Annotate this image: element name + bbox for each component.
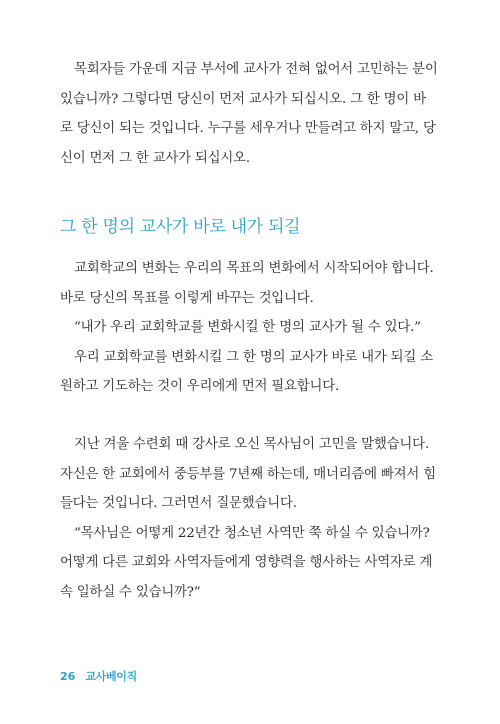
page-footer <box>60 668 137 684</box>
quote-line: “목사님은 어떻게 22년간 청소년 사역만 쭉 하실 수 있습니까? <box>74 525 430 541</box>
page-number: 26 <box>60 670 76 683</box>
paragraph-1 <box>60 55 440 173</box>
text-line: 원하고 기도하는 것이 우리에게 먼저 필요합니다. <box>60 379 340 394</box>
text-line: 우리 교회학교를 변화시킬 그 한 명의 교사가 바로 내가 되길 소 <box>74 349 433 365</box>
quote-line: “내가 우리 교회학교를 변화시킬 한 명의 교사가 될 수 있다.” <box>74 320 421 335</box>
section-heading: 그 한 명의 교사가 바로 내가 되길 <box>60 217 301 237</box>
text-line: 신이 먼저 그 한 교사가 되십시오. <box>60 150 250 166</box>
text-line: 지난 겨울 수련회 때 강사로 오신 목사님이 고민을 말했습니다. <box>74 437 429 452</box>
text-line: 로 당신이 되는 것입니다. 누구를 세우거나 만들려고 하지 말고, 당 <box>60 121 436 136</box>
text-line: 있습니까? 그렇다면 당신이 먼저 교사가 되십시오. 그 한 명이 바 <box>60 91 426 107</box>
text-line: 목회자들 가운데 지금 부서에 교사가 전혀 없어서 고민하는 분이 <box>74 62 438 77</box>
text-line: 속 일하실 수 있습니까?” <box>60 584 201 600</box>
text-line: 바로 당신의 목표를 이렇게 바꾸는 것입니다. <box>60 290 314 306</box>
text-line: 교회학교의 변화는 우리의 목표의 변화에서 시작되어야 합니다. <box>74 261 434 276</box>
paragraph-3 <box>60 430 440 607</box>
running-title: 교사베이직 <box>85 670 137 683</box>
text-line: 들다는 것입니다. 그러면서 질문했습니다. <box>60 496 297 511</box>
text-line: 자신은 한 교회에서 중등부를 7년째 하는데, 매너리즘에 빠져서 힘 <box>60 466 436 482</box>
paragraph-2 <box>60 254 440 402</box>
text-line: 어떻게 다른 교회와 사역자들에게 영향력을 행사하는 사역자로 계 <box>60 555 433 570</box>
